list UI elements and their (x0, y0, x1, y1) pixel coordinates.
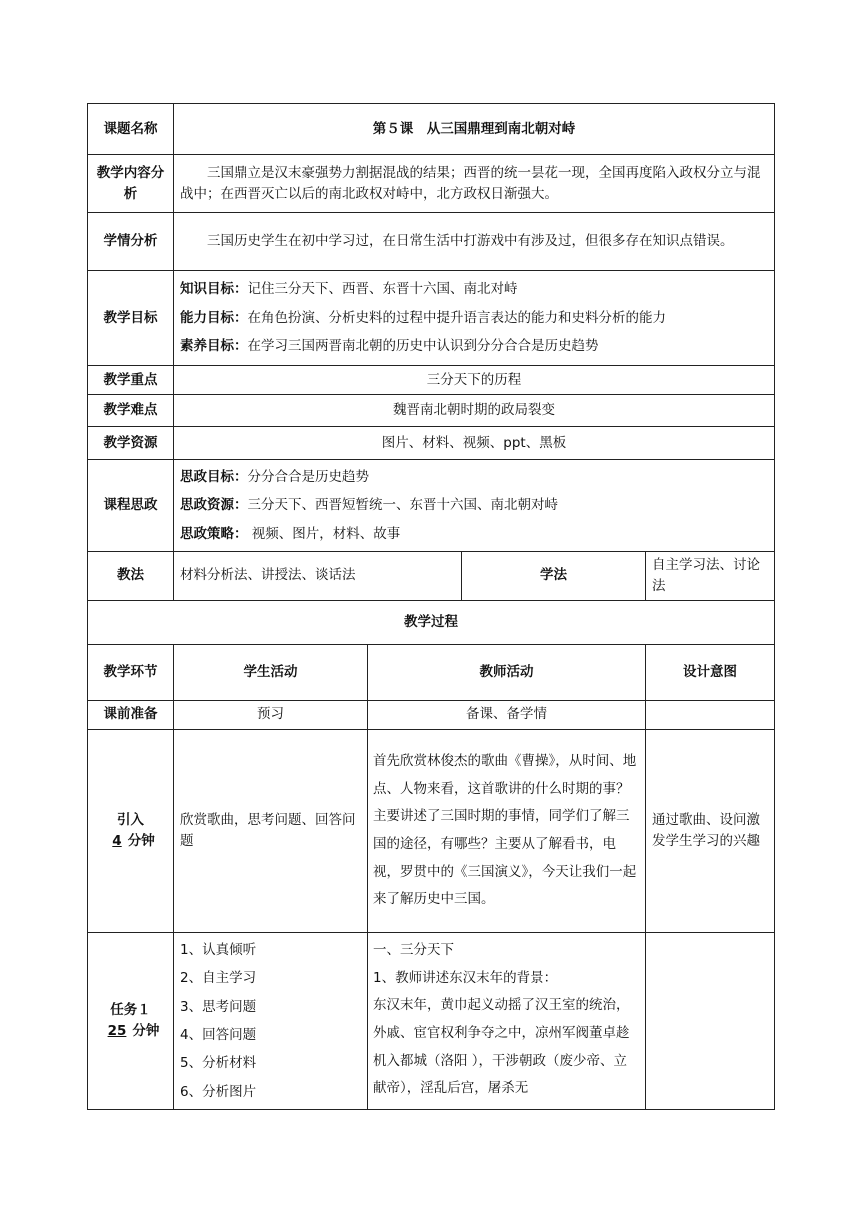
intro-intent: 通过歌曲、设问激发学生学习的兴趣 (646, 729, 775, 932)
row-learner (88, 213, 775, 271)
content-analysis: 三国鼎立是汉末豪强势力割据混战的结果；西晋的统一昙花一现，全国再度陷入政权分立与混战中；在西晋灭亡以后的南北政权对峙中，北方政权日渐强大。 (174, 155, 775, 213)
prep-intent (646, 700, 775, 729)
teaching-resources: 图片、材料、视频、ppt、黑板 (174, 427, 775, 460)
task1-stage: 任务１ (110, 1001, 151, 1018)
task1-teacher-narrative: 东汉末年，黄巾起义动摇了汉王室的统治，外戚、宦官权利争夺之中，凉州军阀董卓趁机入都城（洛阳 ），干涉朝政（废少帝、立献帝），淫乱后宫，屠杀无 (373, 997, 630, 1097)
goal-literacy-name: 素养目标： (180, 338, 248, 355)
task1-duration (94, 1021, 167, 1042)
method-label: 教法 (88, 552, 174, 601)
intro-student: 欣赏歌曲，思考问题、回答问题 (174, 729, 368, 932)
row-ideology (88, 460, 775, 552)
ideology-resource (180, 491, 768, 519)
study-method: 自主学习法、讨论法 (646, 552, 775, 601)
prep-student: 预习 (174, 700, 368, 729)
ideology-strategy-text: 视频、图片，材料、故事 (247, 525, 401, 542)
ideology-list (174, 460, 775, 552)
header-stage: 教学环节 (88, 644, 174, 700)
goal-knowledge-name: 知识目标： (180, 281, 248, 298)
row-methods (88, 552, 775, 601)
row-content (88, 155, 775, 213)
learner-label: 学情分析 (88, 213, 174, 271)
content-label: 教学内容分析 (88, 155, 174, 213)
task1-teacher-heading: 一、三分天下 (373, 941, 454, 958)
ideology-strategy-name: 思政策略： (180, 525, 248, 542)
intro-stage: 引入 (117, 811, 144, 828)
task1-teacher-step: 1、教师讲述东汉末年的背景： (373, 969, 558, 986)
goal-knowledge-text: 记住三分天下、西晋、东晋十六国、南北对峙 (247, 281, 518, 298)
row-process-heading (88, 600, 775, 644)
intro-stage-cell (88, 729, 174, 932)
list-item: 4、回答问题 (180, 1026, 257, 1043)
task1-stage-cell (88, 932, 174, 1109)
list-item: 2、自主学习 (180, 970, 257, 987)
goal-literacy-text: 在学习三国两晋南北朝的历史中认识到分分合合是历史趋势 (247, 338, 599, 355)
row-prep (88, 700, 775, 729)
row-intro (88, 729, 775, 932)
ideology-resource-name: 思政资源： (180, 497, 248, 514)
lesson-plan-table (87, 103, 775, 1110)
teaching-difficulty: 魏晋南北朝时期的政局裂变 (174, 395, 775, 427)
goal-ability (180, 304, 768, 332)
task1-intent (646, 932, 775, 1109)
intro-duration (94, 831, 167, 852)
difficulty-label: 教学难点 (88, 395, 174, 427)
task1-unit: 分钟 (132, 1022, 160, 1039)
row-goals (88, 271, 775, 366)
goal-knowledge (180, 275, 768, 303)
row-difficulty (88, 395, 775, 427)
header-teacher: 教师活动 (368, 644, 646, 700)
focus-label: 教学重点 (88, 366, 174, 395)
learner-analysis: 三国历史学生在初中学习过，在日常生活中打游戏中有涉及过，但很多存在知识点错误。 (174, 213, 775, 271)
list-item: 3、思考问题 (180, 998, 257, 1015)
row-title (88, 104, 775, 155)
task1-minutes: 25 (107, 1022, 127, 1039)
resources-label: 教学资源 (88, 427, 174, 460)
list-item: 1、认真倾听 (180, 941, 257, 958)
ideology-strategy (180, 520, 768, 548)
ideology-goal (180, 463, 768, 491)
goals-label: 教学目标 (88, 271, 174, 366)
prep-stage: 课前准备 (88, 700, 174, 729)
goal-literacy (180, 332, 768, 360)
prep-teacher: 备课、备学情 (368, 700, 646, 729)
task1-teacher (368, 932, 646, 1109)
list-item: 6、分析图片 (180, 1083, 257, 1100)
teaching-focus: 三分天下的历程 (174, 366, 775, 395)
goal-ability-text: 在角色扮演、分析史料的过程中提升语言表达的能力和史料分析的能力 (247, 309, 666, 326)
row-task1 (88, 932, 775, 1109)
row-process-headers (88, 644, 775, 700)
lesson-title: 第５课 从三国鼎理到南北朝对峙 (174, 104, 775, 155)
title-label: 课题名称 (88, 104, 174, 155)
intro-unit: 分钟 (127, 832, 155, 849)
row-resources (88, 427, 775, 460)
intro-minutes: 4 (112, 832, 122, 849)
task1-student (174, 932, 368, 1109)
intro-teacher: 首先欣赏林俊杰的歌曲《曹操》，从时间、地点、人物来看，这首歌讲的什么时期的事？主要讲述了三国时期的事情，同学们了解三国的途径，有哪些？主要从了解看书，电视，罗贯中的《三国演义》，今天让我们一起来了解历史中三国。 (368, 729, 646, 932)
row-focus (88, 366, 775, 395)
ideology-goal-name: 思政目标： (180, 469, 248, 485)
header-intent: 设计意图 (646, 644, 775, 700)
process-heading: 教学过程 (88, 600, 775, 644)
header-student: 学生活动 (174, 644, 368, 700)
ideology-goal-text: 分分合合是历史趋势 (247, 469, 369, 485)
study-label: 学法 (462, 552, 646, 601)
list-item: 5、分析材料 (180, 1055, 257, 1072)
ideology-label: 课程思政 (88, 460, 174, 552)
goal-ability-name: 能力目标： (180, 309, 248, 326)
goals-list (174, 271, 775, 366)
teaching-method: 材料分析法、讲授法、谈话法 (174, 552, 462, 601)
ideology-resource-text: 三分天下、西晋短暂统一、东晋十六国、南北朝对峙 (247, 497, 558, 514)
